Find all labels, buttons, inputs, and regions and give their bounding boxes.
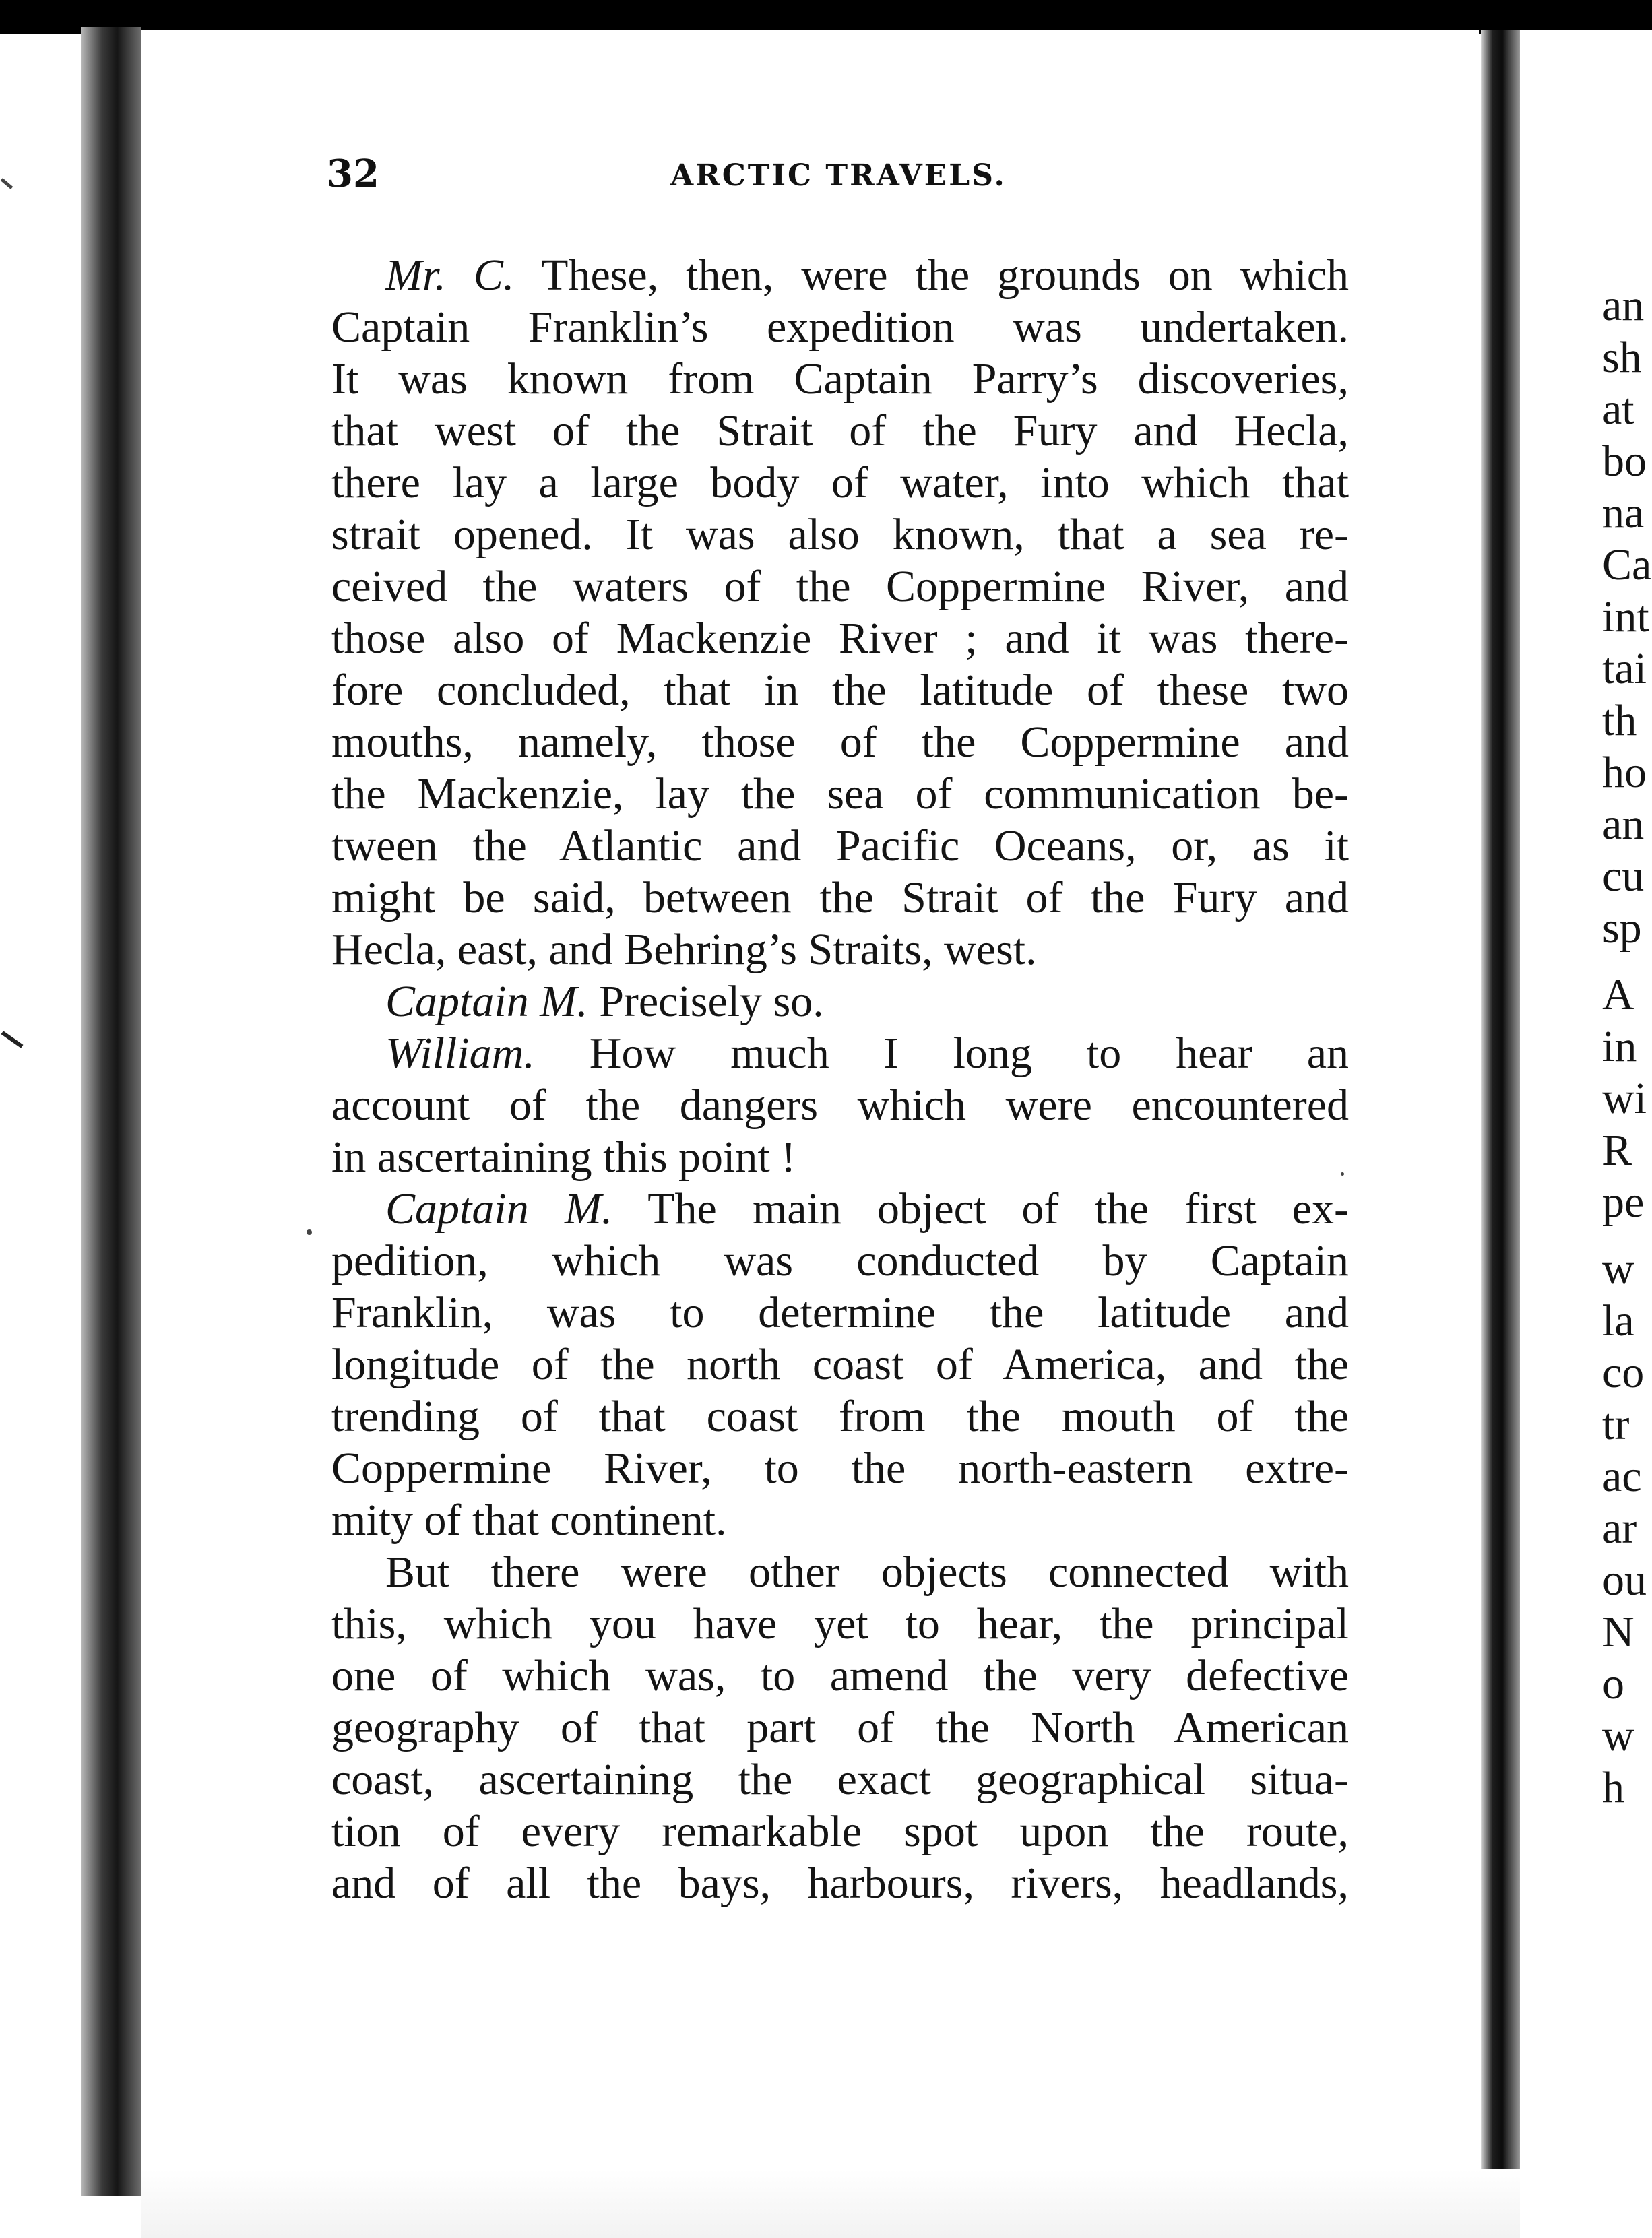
text-line <box>331 1598 1349 1650</box>
line-text: ceived the waters of the Coppermine River, and <box>331 562 1349 611</box>
text-line <box>331 405 1349 457</box>
line-text: those also of Mackenzie River ; and it was there- <box>331 614 1349 663</box>
page-header <box>327 152 1364 199</box>
text-line <box>331 457 1349 509</box>
scan-artifact-mark <box>1 178 13 189</box>
text-line <box>331 612 1349 664</box>
text-line <box>331 1235 1349 1287</box>
line-text: Hecla, east, and Behring’s Straits, west. <box>331 925 1037 974</box>
text-line <box>331 1339 1349 1390</box>
facing-page-fragment: bo <box>1602 437 1647 486</box>
fragment-gap <box>1602 954 1652 969</box>
facing-page-fragment: tr <box>1602 1400 1630 1449</box>
speaker-name: Mr. C. <box>385 251 515 300</box>
line-text: Captain Franklin’s expedition was undertaken. <box>331 302 1349 352</box>
text-line <box>331 872 1349 924</box>
line-text: strait opened. It was also known, that a sea re- <box>331 510 1349 559</box>
text-line <box>331 976 1349 1027</box>
line-text: might be said, between the Strait of the Fury and <box>331 873 1349 922</box>
text-line <box>331 1027 1349 1079</box>
text-line <box>331 509 1349 561</box>
facing-page-fragment: na <box>1602 488 1645 538</box>
text-line <box>331 768 1349 820</box>
line-text: But there were other objects connected with <box>385 1547 1349 1597</box>
text-line <box>331 1754 1349 1805</box>
line-text: coast, ascertaining the exact geographical situa- <box>331 1755 1349 1804</box>
line-text: mity of that continent. <box>331 1496 727 1545</box>
facing-page-fragment: pe <box>1602 1178 1645 1227</box>
facing-page-fragment: th <box>1602 696 1637 745</box>
line-text: and of all the bays, harbours, rivers, headlands, <box>331 1859 1349 1908</box>
line-text: the Mackenzie, lay the sea of communication be- <box>331 769 1349 819</box>
facing-page-fragment: Ca <box>1602 540 1652 589</box>
line-text: account of the dangers which were encountered <box>331 1081 1349 1130</box>
facing-page-fragment: an <box>1602 800 1645 849</box>
facing-page-fragment: R <box>1602 1126 1632 1175</box>
speaker-name: Captain M. <box>385 1184 613 1234</box>
text-line <box>331 1287 1349 1339</box>
facing-page-fragment: w <box>1602 1244 1634 1293</box>
line-text: in ascertaining this point ! <box>331 1132 796 1182</box>
facing-page-fragment: w <box>1602 1711 1634 1760</box>
text-line <box>331 561 1349 612</box>
text-line <box>331 1442 1349 1494</box>
line-text: The main object of the first ex- <box>612 1184 1349 1234</box>
facing-page-fragment: A <box>1602 970 1634 1019</box>
scan-artifact-mark <box>1 1031 24 1048</box>
facing-page-fragment: h <box>1602 1763 1624 1812</box>
facing-page-fragment: sh <box>1602 333 1642 382</box>
facing-page-fragment: co <box>1602 1348 1645 1397</box>
line-text: pedition, which was conducted by Captain <box>331 1236 1349 1285</box>
text-line <box>331 1805 1349 1857</box>
line-text: Franklin, was to determine the latitude and <box>331 1288 1349 1337</box>
line-text: longitude of the north coast of America, and the <box>331 1340 1349 1389</box>
ink-speck <box>307 1229 312 1235</box>
book-gutter <box>1481 30 1520 2186</box>
line-text: tion of every remarkable spot upon the route, <box>331 1807 1349 1856</box>
speaker-name: William. <box>385 1029 535 1078</box>
facing-page-fragment: la <box>1602 1296 1634 1345</box>
text-line <box>331 1131 1349 1183</box>
text-line <box>331 924 1349 976</box>
facing-page-fragment: wi <box>1602 1074 1647 1123</box>
scan-top-border <box>0 0 1652 34</box>
text-line <box>331 301 1349 353</box>
facing-page-fragment: sp <box>1602 903 1642 953</box>
facing-page-fragment: o <box>1602 1659 1624 1708</box>
line-text: tween the Atlantic and Pacific Oceans, or, as it <box>331 821 1349 870</box>
text-line <box>331 1546 1349 1598</box>
facing-page-text-fragments <box>1602 280 1652 1814</box>
page-bottom-shade <box>141 2169 1520 2238</box>
line-text: there lay a large body of water, into which that <box>331 458 1349 507</box>
line-text: that west of the Strait of the Fury and Hecla, <box>331 406 1349 455</box>
facing-page-fragment: ho <box>1602 748 1647 797</box>
facing-page-fragment: int <box>1602 592 1649 641</box>
line-text: fore concluded, that in the latitude of these two <box>331 666 1349 715</box>
text-line <box>331 1494 1349 1546</box>
text-line <box>331 1650 1349 1702</box>
line-text: Coppermine River, to the north-eastern extre- <box>331 1444 1349 1493</box>
text-line <box>331 1857 1349 1909</box>
running-head: ARCTIC TRAVELS. <box>670 158 1007 193</box>
line-text: one of which was, to amend the very defective <box>331 1651 1349 1700</box>
line-text: this, which you have yet to hear, the principal <box>331 1599 1349 1649</box>
text-line <box>331 1079 1349 1131</box>
line-text: How much I long to hear an <box>534 1029 1349 1078</box>
facing-page-fragment: in <box>1602 1022 1637 1071</box>
line-text: trending of that coast from the mouth of the <box>331 1392 1349 1441</box>
text-line <box>331 249 1349 301</box>
facing-page-fragment: cu <box>1602 852 1645 901</box>
text-line <box>331 1183 1349 1235</box>
line-text: geography of that part of the North American <box>331 1703 1349 1752</box>
line-text: Precisely so. <box>587 977 824 1026</box>
text-line <box>331 353 1349 405</box>
speaker-name: Captain M. <box>385 977 588 1026</box>
text-line <box>331 1390 1349 1442</box>
text-line <box>331 664 1349 716</box>
facing-page-fragment: ac <box>1602 1452 1642 1501</box>
text-line <box>331 1702 1349 1754</box>
fragment-gap <box>1602 1228 1652 1243</box>
text-line <box>331 820 1349 872</box>
page-number: 32 <box>327 152 379 196</box>
facing-page-fragment: at <box>1602 385 1634 434</box>
facing-page-fragment: ar <box>1602 1504 1637 1553</box>
left-page-edge <box>81 27 141 2196</box>
facing-page-fragment: tai <box>1602 644 1647 693</box>
facing-page-fragment: an <box>1602 281 1645 330</box>
facing-page-fragment: ou <box>1602 1556 1647 1605</box>
ink-speck <box>1341 1172 1344 1176</box>
facing-page-fragment: N <box>1602 1607 1634 1657</box>
line-text: mouths, namely, those of the Coppermine and <box>331 717 1349 767</box>
line-text: It was known from Captain Parry’s discoveries, <box>331 354 1349 404</box>
body-text <box>331 249 1349 1909</box>
text-line <box>331 716 1349 768</box>
line-text: These, then, were the grounds on which <box>514 251 1349 300</box>
